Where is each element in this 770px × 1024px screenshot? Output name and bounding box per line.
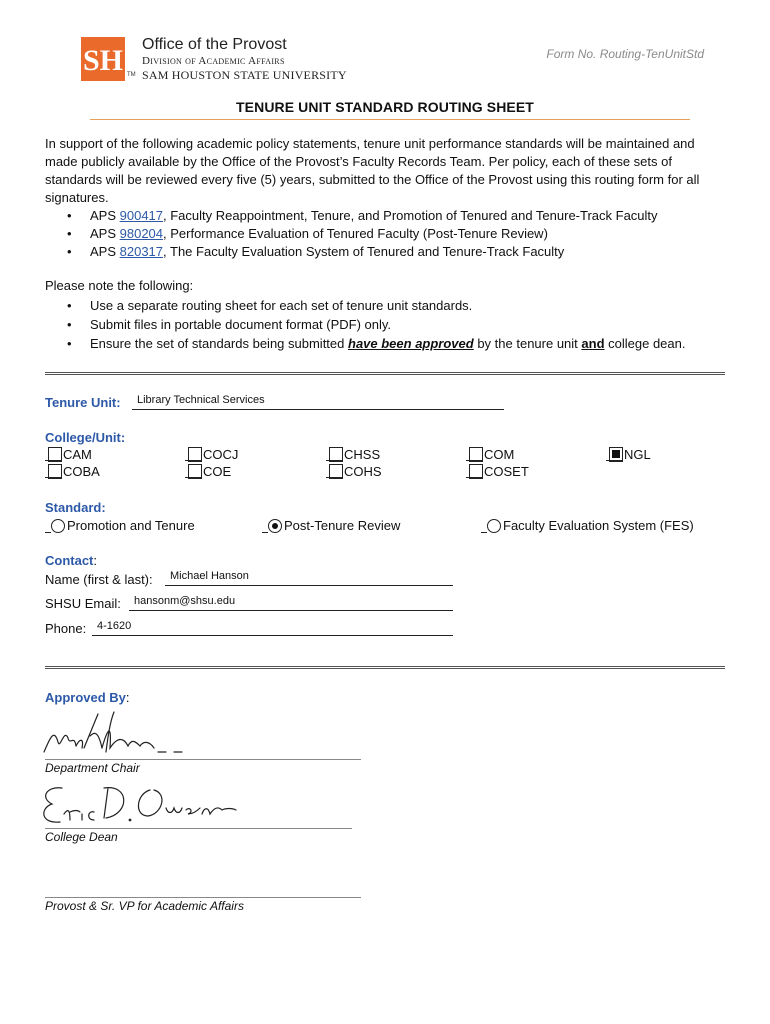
policy-link[interactable]: 820317 xyxy=(119,244,164,259)
name-value: Michael Hanson xyxy=(170,570,249,582)
checkbox-com[interactable]: COM xyxy=(466,447,514,462)
logo-lettering: SH xyxy=(82,44,124,77)
policy-item: • APS 980204, Performance Evaluation of Tenured Faculty (Post-Tenure Review) xyxy=(45,225,735,243)
policy-link[interactable]: 980204 xyxy=(119,226,164,241)
standard-label: Standard: xyxy=(45,500,106,515)
checkbox-coe[interactable]: COE xyxy=(185,464,231,479)
policy-item: • APS 900417, Faculty Reappointment, Tenure, and Promotion of Tenured and Tenure-Track Faculty xyxy=(45,207,735,225)
email-value: hansonm@shsu.edu xyxy=(134,595,236,607)
name-field[interactable] xyxy=(165,570,453,586)
email-field[interactable] xyxy=(129,595,453,611)
trademark-mark: TM xyxy=(127,72,136,78)
radio-promotion-tenure[interactable]: Promotion and Tenure xyxy=(45,518,195,533)
tenure-unit-label: Tenure Unit: xyxy=(45,395,121,410)
note-item: • Ensure the set of standards being submitted have been approved by the tenure unit and college dean. xyxy=(45,334,735,353)
phone-value: 4-1620 xyxy=(97,620,132,632)
policy-list xyxy=(45,207,735,261)
radio-fes[interactable]: Faculty Evaluation System (FES) xyxy=(481,518,694,533)
office-name: Office of the Provost xyxy=(142,36,287,53)
note-item: • Submit files in portable document format (PDF) only. xyxy=(45,315,735,334)
checkbox-cocj[interactable]: COCJ xyxy=(185,447,238,462)
college-unit-label: College/Unit: xyxy=(45,430,126,445)
checkbox-cohs[interactable]: COHS xyxy=(326,464,382,479)
department-chair-label: Department Chair xyxy=(45,761,140,775)
dean-signature-line xyxy=(45,828,352,829)
provost-label: Provost & Sr. VP for Academic Affairs xyxy=(45,899,244,913)
radio-post-tenure-review[interactable]: Post-Tenure Review xyxy=(262,518,400,533)
provost-signature-line[interactable] xyxy=(45,897,361,898)
name-label: Name (first & last): xyxy=(45,572,153,587)
checkbox-cam[interactable]: CAM xyxy=(45,447,92,462)
chair-signature xyxy=(40,708,200,760)
approved-by-label: Approved By: xyxy=(45,690,130,705)
policy-link[interactable]: 900417 xyxy=(119,208,164,223)
checkbox-chss[interactable]: CHSS xyxy=(326,447,380,462)
checkbox-coba[interactable]: COBA xyxy=(45,464,100,479)
shsu-logo xyxy=(81,37,125,81)
notes-list xyxy=(45,296,735,353)
note-item: • Use a separate routing sheet for each set of tenure unit standards. xyxy=(45,296,735,315)
checkbox-coset[interactable]: COSET xyxy=(466,464,529,479)
form-number: Form No. Routing-TenUnitStd xyxy=(546,47,704,61)
title-divider xyxy=(90,119,690,120)
tenure-unit-field[interactable] xyxy=(132,394,504,410)
policy-item: • APS 820317, The Faculty Evaluation System of Tenured and Tenure-Track Faculty xyxy=(45,243,735,261)
division-name: Division of Academic Affairs xyxy=(142,55,285,67)
dean-signature xyxy=(38,780,243,830)
contact-label: Contact: xyxy=(45,553,98,568)
phone-field[interactable] xyxy=(92,620,453,636)
college-dean-label: College Dean xyxy=(45,830,118,844)
phone-label: Phone: xyxy=(45,621,87,636)
email-label: SHSU Email: xyxy=(45,596,121,611)
section-divider xyxy=(45,372,725,375)
university-name: SAM HOUSTON STATE UNIVERSITY xyxy=(142,68,347,82)
page-title: TENURE UNIT STANDARD ROUTING SHEET xyxy=(236,99,534,115)
tenure-unit-value: Library Technical Services xyxy=(137,394,265,406)
notes-heading: Please note the following: xyxy=(45,278,194,293)
section-divider xyxy=(45,666,725,669)
chair-signature-line xyxy=(45,759,361,760)
intro-paragraph: In support of the following academic policy statements, tenure unit performance standards will be maintained and made publicly available by the Office of the Provost’s Faculty Records Team. Per policy, each of these sets of standards will be reviewed every five (5) years, submitted to the Office of the Provost using this routing form for all signatures. xyxy=(45,136,700,205)
checkbox-ngl[interactable]: NGL xyxy=(606,447,651,462)
